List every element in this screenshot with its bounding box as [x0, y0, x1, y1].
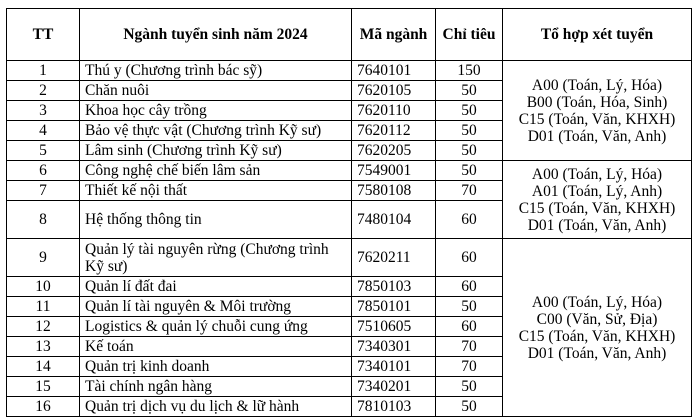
- row-quota: 70: [436, 181, 503, 201]
- row-stt: 13: [7, 337, 80, 357]
- row-stt: 7: [7, 181, 80, 201]
- combo-line: C15 (Toán, Văn, KHXH): [518, 110, 676, 128]
- admissions-table: [6, 8, 692, 417]
- row-quota: 60: [436, 277, 503, 297]
- row-stt: 2: [7, 81, 80, 101]
- row-stt: 11: [7, 297, 80, 317]
- row-major: Quản trị dịch vụ du lịch & lữ hành: [80, 397, 352, 417]
- row-stt: 4: [7, 121, 80, 141]
- row-code: 7810103: [352, 397, 436, 417]
- combo-line: B00 (Toán, Hóa, Sinh): [526, 93, 668, 111]
- combo-group-3: [503, 239, 692, 417]
- row-major: Bảo vệ thực vật (Chương trình Kỹ sư): [80, 121, 352, 141]
- row-quota: 50: [436, 161, 503, 181]
- row-code: 7580108: [352, 181, 436, 201]
- row-major: Thú y (Chương trình bác sỹ): [80, 61, 352, 81]
- combo-line: C00 (Văn, Sử, Địa): [536, 310, 658, 328]
- row-stt: 15: [7, 377, 80, 397]
- combo-line: A00 (Toán, Lý, Hóa): [531, 293, 663, 311]
- row-major: Logistics & quản lý chuỗi cung ứng: [80, 317, 352, 337]
- row-stt: 10: [7, 277, 80, 297]
- row-code: 7850101: [352, 297, 436, 317]
- combo-line: A00 (Toán, Lý, Hóa): [531, 165, 663, 183]
- combo-line: D01 (Toán, Văn, Anh): [527, 216, 667, 234]
- row-quota: 60: [436, 239, 503, 277]
- row-quota: 70: [436, 337, 503, 357]
- row-major: Thiết kế nội thất: [80, 181, 352, 201]
- row-stt: 1: [7, 61, 80, 81]
- combo-line: D01 (Toán, Văn, Anh): [527, 127, 667, 145]
- row-quota: 50: [436, 81, 503, 101]
- row-stt: 8: [7, 201, 80, 239]
- row-quota: 50: [436, 141, 503, 161]
- row-code: 7340201: [352, 377, 436, 397]
- header-major: Ngành tuyển sinh năm 2024: [80, 9, 352, 61]
- row-quota: 50: [436, 377, 503, 397]
- row-code: 7510605: [352, 317, 436, 337]
- row-code: 7620112: [352, 121, 436, 141]
- row-quota: 50: [436, 397, 503, 417]
- table-row: [7, 161, 692, 181]
- row-code: 7640101: [352, 61, 436, 81]
- row-major: Chăn nuôi: [80, 81, 352, 101]
- combo-line: C15 (Toán, Văn, KHXH): [518, 327, 676, 345]
- row-code: 7620110: [352, 101, 436, 121]
- row-major: Khoa học cây trồng: [80, 101, 352, 121]
- row-major: Hệ thống thông tin: [80, 201, 352, 239]
- header-stt: TT: [7, 9, 80, 61]
- header-quota: Chỉ tiêu: [436, 9, 503, 61]
- row-quota: 50: [436, 121, 503, 141]
- row-code: 7340101: [352, 357, 436, 377]
- row-code: 7620211: [352, 239, 436, 277]
- row-stt: 16: [7, 397, 80, 417]
- row-quota: 60: [436, 201, 503, 239]
- combo-group-2: [503, 161, 692, 239]
- combo-line: C15 (Toán, Văn, KHXH): [518, 199, 676, 217]
- row-major: Quản lý tài nguyên rừng (Chương trình Kỹ sư): [80, 239, 352, 277]
- combo-line: D01 (Toán, Văn, Anh): [527, 344, 667, 362]
- table-row: [7, 239, 692, 277]
- row-quota: 50: [436, 101, 503, 121]
- header-combo: Tổ hợp xét tuyển: [503, 9, 692, 61]
- row-major: Lâm sinh (Chương trình Kỹ sư): [80, 141, 352, 161]
- row-quota: 60: [436, 317, 503, 337]
- row-stt: 12: [7, 317, 80, 337]
- row-code: 7549001: [352, 161, 436, 181]
- combo-line: A00 (Toán, Lý, Hóa): [531, 76, 663, 94]
- row-stt: 3: [7, 101, 80, 121]
- row-quota: 50: [436, 297, 503, 317]
- table-row: [7, 61, 692, 81]
- row-code: 7620205: [352, 141, 436, 161]
- combo-line: A01 (Toán, Lý, Anh): [531, 182, 663, 200]
- row-major: Quản trị kinh doanh: [80, 357, 352, 377]
- row-stt: 9: [7, 239, 80, 277]
- row-major: Tài chính ngân hàng: [80, 377, 352, 397]
- row-stt: 14: [7, 357, 80, 377]
- row-quota: 150: [436, 61, 503, 81]
- row-code: 7850103: [352, 277, 436, 297]
- row-code: 7480104: [352, 201, 436, 239]
- row-quota: 70: [436, 357, 503, 377]
- row-stt: 5: [7, 141, 80, 161]
- header-code: Mã ngành: [352, 9, 436, 61]
- row-stt: 6: [7, 161, 80, 181]
- row-major: Quản lí đất đai: [80, 277, 352, 297]
- row-code: 7620105: [352, 81, 436, 101]
- header-row: [7, 9, 692, 61]
- row-major: Quản lí tài nguyên & Môi trường: [80, 297, 352, 317]
- row-major: Công nghệ chế biến lâm sản: [80, 161, 352, 181]
- combo-group-1: [503, 61, 692, 161]
- row-major: Kế toán: [80, 337, 352, 357]
- row-code: 7340301: [352, 337, 436, 357]
